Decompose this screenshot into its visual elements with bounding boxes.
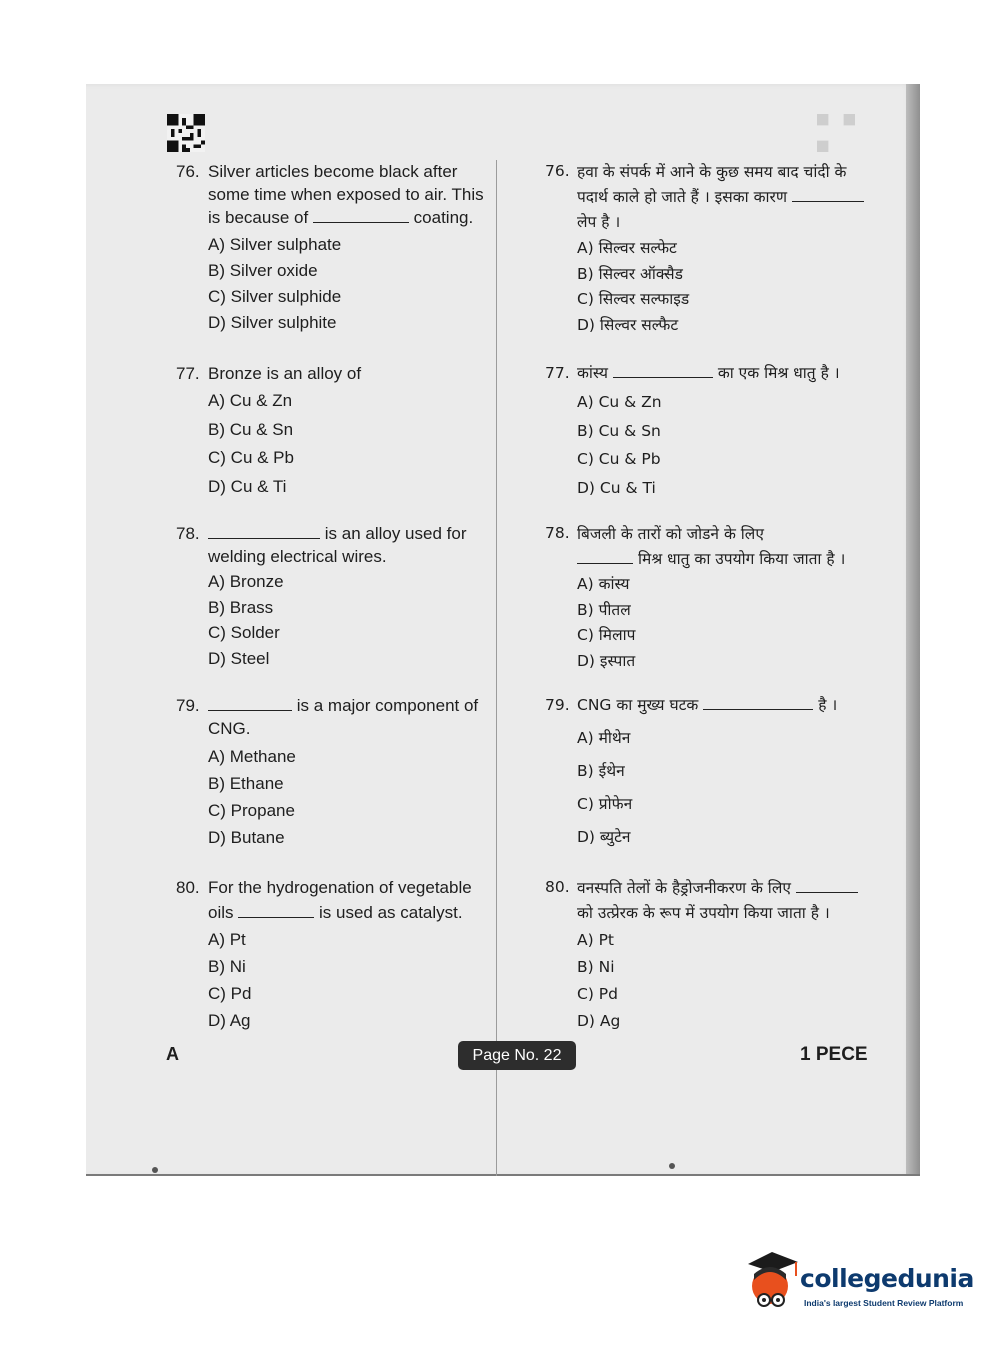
question-76-en: [176, 160, 496, 336]
question-76-hi: [545, 160, 865, 338]
question-number: 79.: [545, 696, 570, 714]
page-number-badge: Page No. 22: [458, 1041, 576, 1070]
question-80-en: [176, 876, 496, 1034]
option-d: D) सिल्वर सल्फैट: [577, 315, 679, 334]
question-text-line: वनस्पति तेलों के हैड्रोजनीकरण के लिए: [577, 879, 791, 897]
option-c: C) सिल्वर सल्फाइड: [577, 290, 690, 308]
option-a: A) मीथेन: [577, 729, 631, 747]
answer-blank: [238, 903, 314, 918]
question-text-line: बिजली के तारों को जोडने के लिए: [577, 525, 764, 543]
answer-blank: [208, 524, 320, 539]
option-c: C) Cu & Pb: [208, 448, 294, 467]
option-d: D) Ag: [577, 1012, 621, 1030]
option-a: A) कांस्य: [577, 575, 630, 593]
question-text-line: some time when exposed to air. This: [208, 185, 484, 204]
question-text-tail: है ।: [818, 696, 838, 714]
option-c: C) Pd: [577, 985, 618, 1003]
question-77-en: [176, 362, 496, 501]
answer-blank: [313, 208, 409, 223]
qr-code-icon: [166, 114, 206, 152]
question-number: 78.: [545, 524, 570, 542]
option-d: D) Steel: [208, 648, 270, 668]
set-letter: A: [166, 1044, 179, 1064]
page-edge-shadow: [906, 84, 920, 1176]
question-text-line: oils: [208, 903, 234, 922]
bleed-through-qr-icon: [816, 114, 856, 152]
option-c: C) Propane: [208, 801, 295, 820]
option-c: C) प्रोफेन: [577, 795, 633, 813]
logo-tagline: India's largest Student Review Platform: [804, 1298, 964, 1308]
option-d: D) ब्युटेन: [577, 828, 631, 846]
option-b: B) Ni: [577, 958, 615, 976]
question-number: 79.: [176, 696, 200, 715]
option-c: C) Pd: [208, 984, 252, 1003]
option-b: B) Ethane: [208, 774, 284, 793]
answer-blank: [208, 696, 292, 711]
question-number: 80.: [545, 878, 570, 896]
question-text-line: मिश्र धातु का उपयोग किया जाता है ।: [637, 550, 846, 568]
answer-blank: [792, 187, 864, 202]
question-text-line: कांस्य: [577, 364, 608, 382]
answer-blank: [613, 363, 713, 378]
question-78-en: [176, 522, 496, 671]
option-d: D) Silver sulphite: [208, 313, 337, 332]
option-b: B) Cu & Sn: [577, 421, 661, 440]
question-text-line: is a major component of: [296, 696, 479, 715]
option-b: B) Ni: [208, 957, 246, 976]
paper-code: 1 PECE: [800, 1044, 868, 1065]
option-b: B) Silver oxide: [208, 261, 318, 280]
answer-blank: [796, 878, 858, 893]
option-a: A) सिल्वर सल्फेट: [577, 239, 677, 257]
question-78-hi: [545, 522, 865, 674]
question-text-tail: coating.: [413, 208, 474, 227]
option-c: C) Solder: [208, 623, 280, 642]
answer-blank: [577, 549, 633, 564]
option-b: B) Cu & Sn: [208, 419, 294, 439]
option-a: A) Silver sulphate: [208, 235, 342, 254]
question-79-hi: [545, 694, 865, 854]
option-a: A) Pt: [208, 930, 246, 949]
question-text-line: welding electrical wires.: [208, 547, 387, 566]
logo-wordmark: collegedunia: [800, 1264, 974, 1293]
option-b: B) सिल्वर ऑक्सैड: [577, 264, 683, 283]
option-d: D) Ag: [208, 1011, 251, 1030]
question-number: 78.: [176, 524, 200, 543]
answer-blank: [703, 695, 813, 710]
question-text-line: CNG का मुख्य घटक: [577, 696, 699, 714]
column-divider: [496, 160, 497, 1176]
question-77-hi: [545, 362, 865, 502]
question-number: 77.: [545, 364, 570, 382]
question-text-line: को उत्प्रेरक के रूप में उपयोग किया जाता है ।: [577, 904, 830, 922]
scan-mark: [669, 1163, 675, 1169]
option-d: D) Cu & Ti: [577, 478, 656, 497]
option-b: B) Brass: [208, 597, 274, 617]
option-a: A) Cu & Zn: [577, 393, 662, 411]
option-d: D) Cu & Ti: [208, 476, 287, 496]
question-number: 77.: [176, 364, 200, 383]
option-a: A) Cu & Zn: [208, 391, 293, 410]
collegedunia-logo: [742, 1250, 972, 1320]
option-c: C) Silver sulphide: [208, 287, 342, 306]
mascot-icon: [742, 1250, 802, 1314]
question-79-en: [176, 694, 496, 851]
question-number: 80.: [176, 878, 200, 897]
option-c: C) मिलाप: [577, 626, 636, 644]
scan-mark: [152, 1167, 158, 1173]
option-b: B) पीतल: [577, 600, 631, 619]
question-number: 76.: [545, 162, 570, 180]
question-text-tail: का एक मिश्र धातु है ।: [717, 364, 840, 382]
option-a: A) Bronze: [208, 572, 284, 591]
option-a: A) Methane: [208, 747, 296, 766]
question-number: 76.: [176, 162, 200, 181]
option-b: B) ईथेन: [577, 762, 625, 780]
question-text-line: Bronze is an alloy of: [208, 364, 362, 383]
question-80-hi: [545, 876, 865, 1035]
question-text-line: लेप है ।: [577, 213, 621, 231]
page-bottom-edge: [86, 1174, 920, 1176]
question-text-line: For the hydrogenation of vegetable: [208, 878, 472, 897]
question-text-line: CNG.: [208, 719, 251, 738]
question-text-line: पदार्थ काले हो जाते हैं । इसका कारण: [577, 188, 788, 206]
question-text-line: is an alloy used for: [324, 524, 467, 543]
question-text-line: Silver articles become black after: [208, 162, 458, 181]
option-c: C) Cu & Pb: [577, 450, 661, 468]
question-text-line: is because of: [208, 208, 309, 227]
option-d: D) Butane: [208, 828, 285, 847]
question-text-line: हवा के संपर्क में आने के कुछ समय बाद चांदी के: [577, 163, 847, 181]
question-text-tail: is used as catalyst.: [318, 903, 463, 922]
option-a: A) Pt: [577, 931, 615, 949]
option-d: D) इस्पात: [577, 651, 636, 670]
